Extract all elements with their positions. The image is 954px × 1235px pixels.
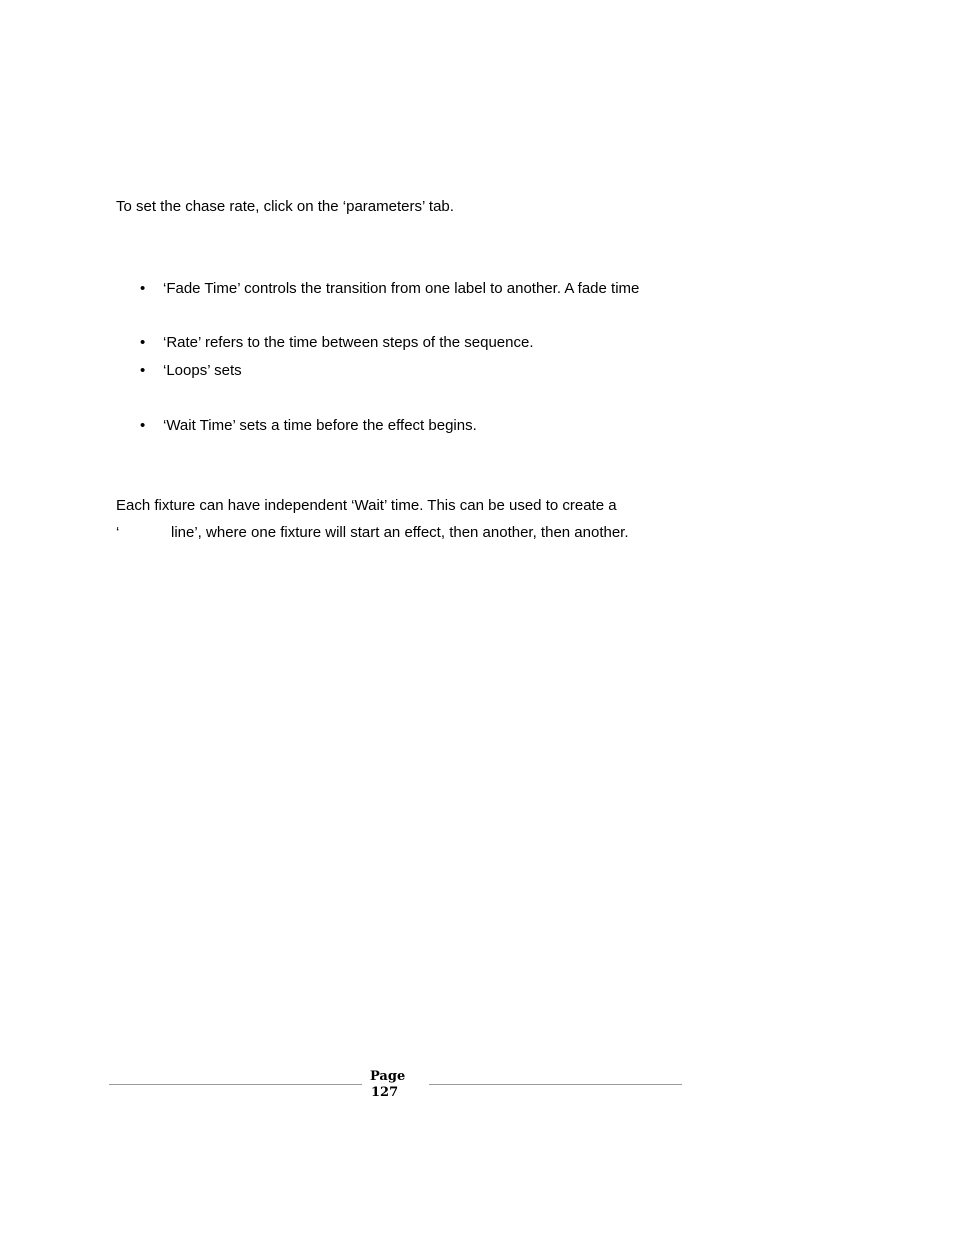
footer-rule-left (109, 1084, 362, 1085)
page-number: 127 (371, 1085, 399, 1100)
bullet-icon: • (140, 334, 146, 351)
paragraph-line-2: line’, where one fixture will start an effect, then another, then another. (171, 524, 629, 541)
paragraph-line-2-quote: ‘ (116, 524, 120, 541)
bullet-icon: • (140, 417, 146, 434)
footer-rule-right (429, 1084, 682, 1085)
paragraph-line-1: Each fixture can have independent ‘Wait’ time. This can be used to create a (116, 497, 617, 514)
page-label: Page (370, 1069, 406, 1084)
loops-text: ‘Loops’ sets (163, 362, 242, 379)
intro-text: To set the chase rate, click on the ‘parameters’ tab. (116, 198, 454, 215)
bullet-icon: • (140, 280, 146, 297)
rate-text: ‘Rate’ refers to the time between steps of the sequence. (163, 334, 534, 351)
bullet-icon: • (140, 362, 146, 379)
fade-time-text: ‘Fade Time’ controls the transition from one label to another. A fade time (163, 280, 640, 297)
wait-time-text: ‘Wait Time’ sets a time before the effect begins. (163, 417, 477, 434)
